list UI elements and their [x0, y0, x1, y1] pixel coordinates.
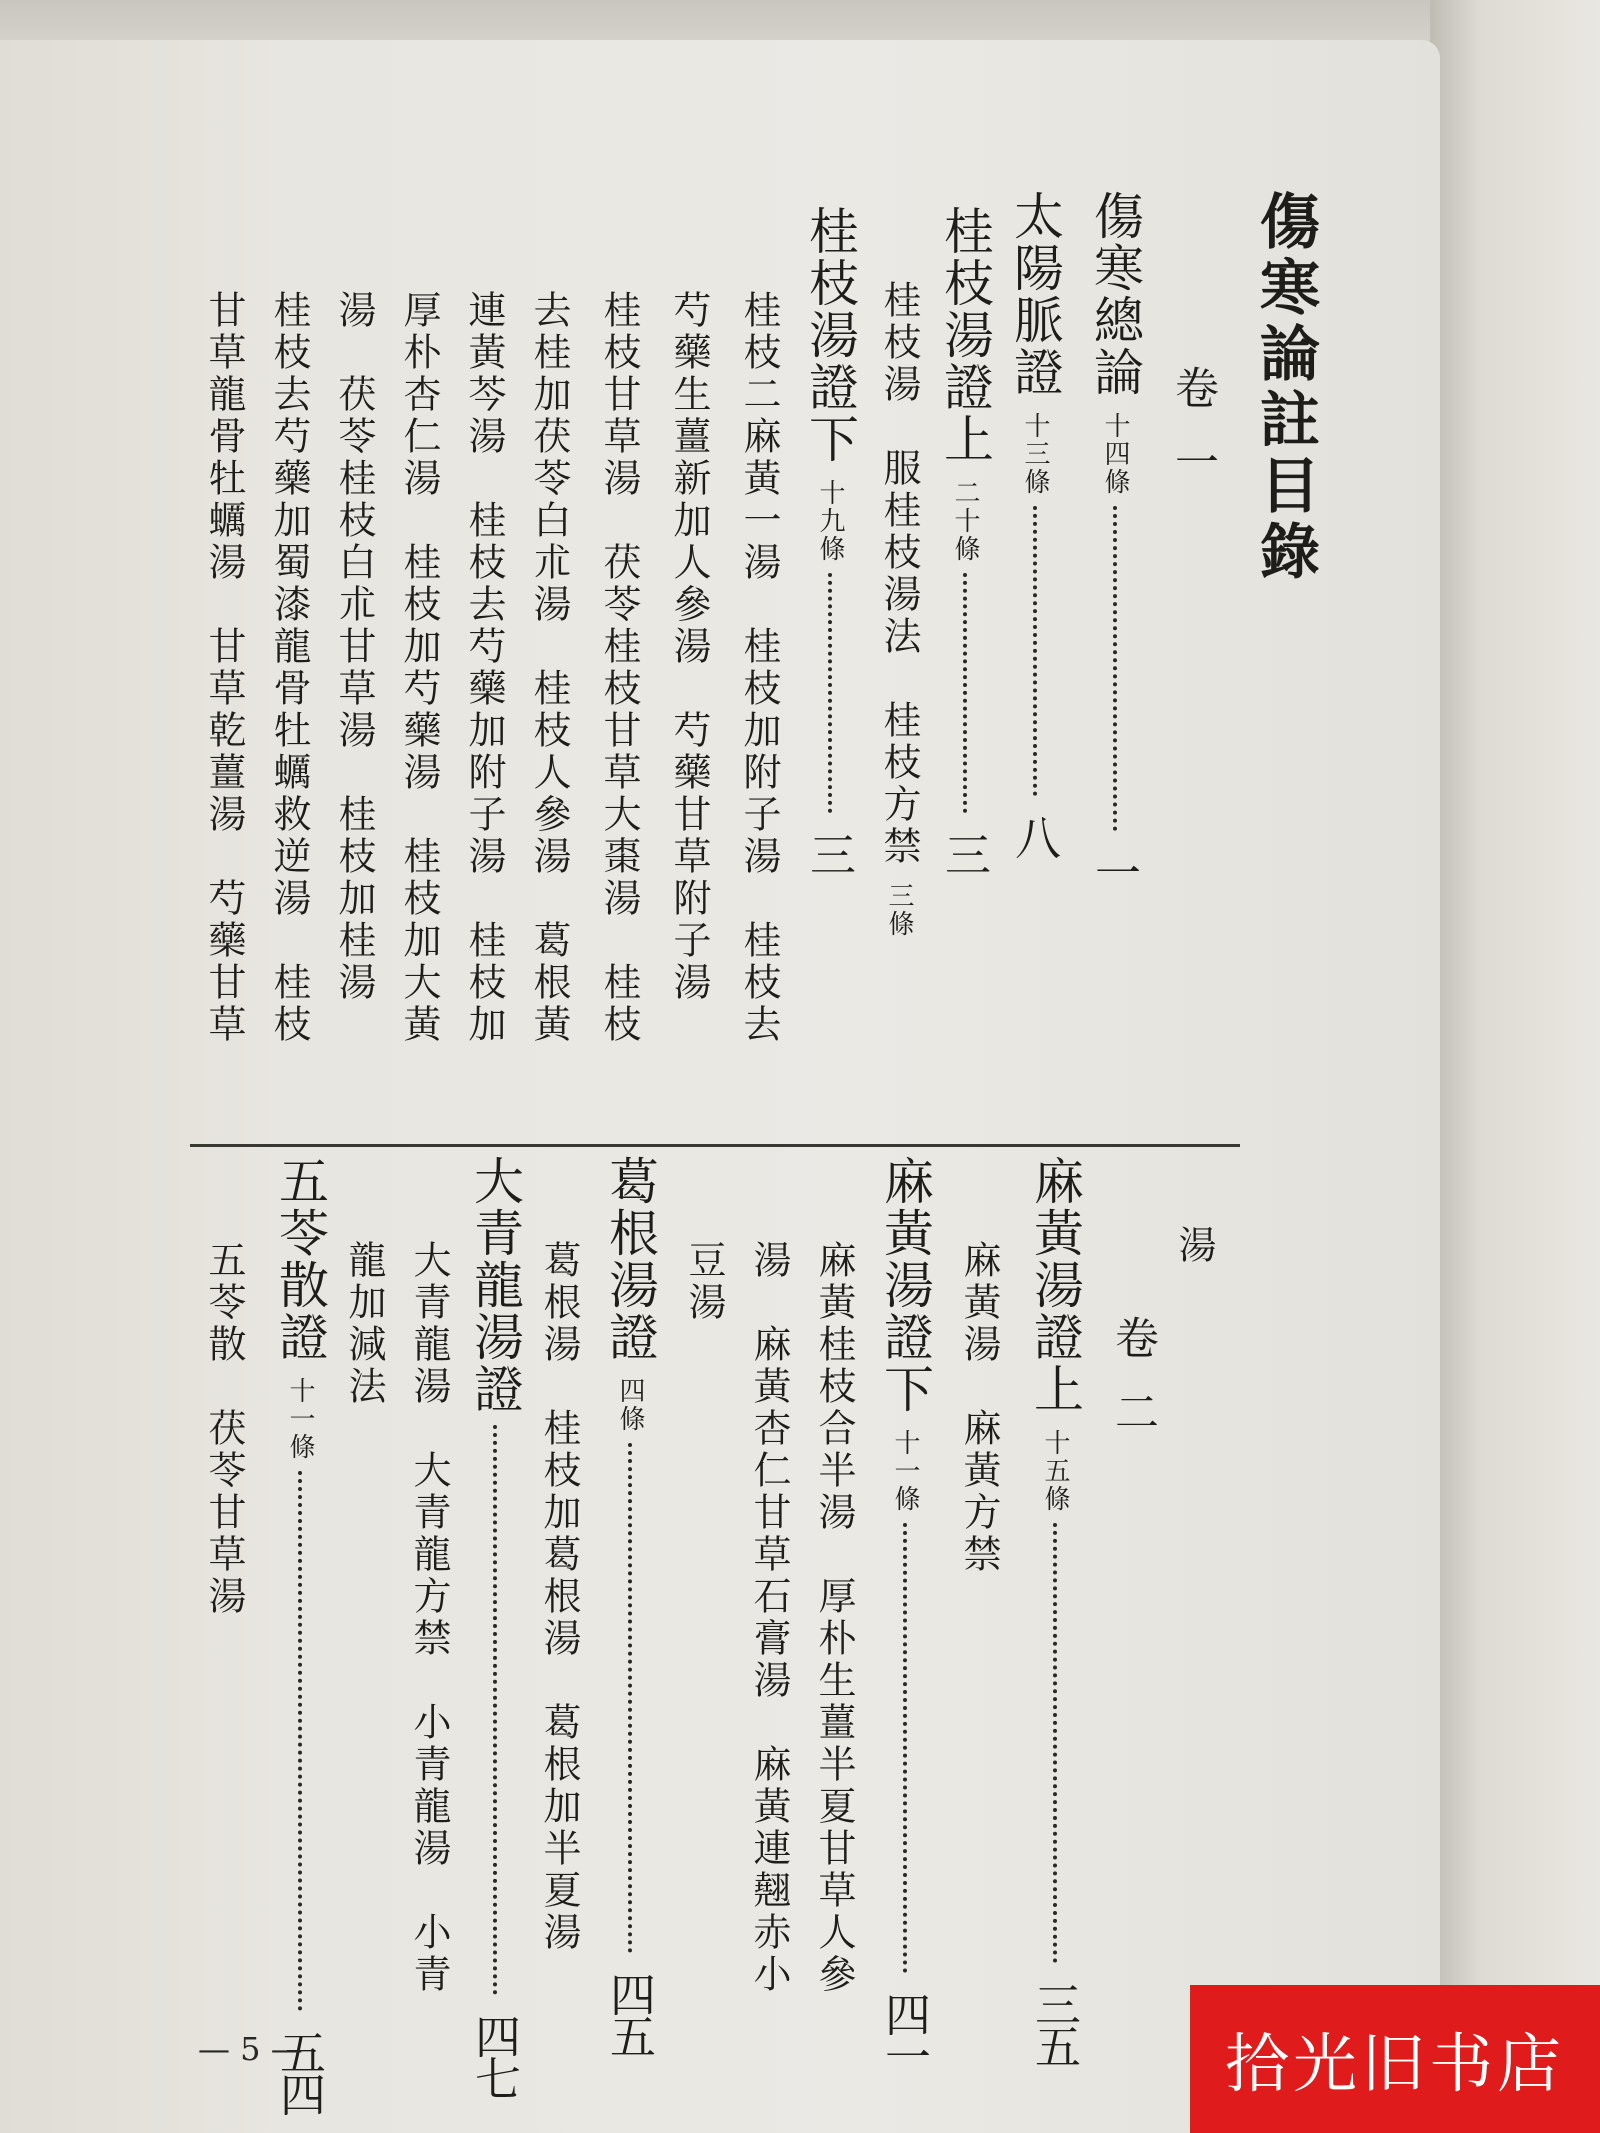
- toc-sub-items: 豆湯: [682, 1240, 726, 1324]
- leader-dots: [628, 1443, 632, 1953]
- page-title: 傷寒論註目錄: [1250, 190, 1320, 586]
- toc-sub-items: 桂枝二麻黃一湯 桂枝加附子湯 桂枝去: [737, 290, 781, 1046]
- leader-dots: [298, 1471, 302, 2011]
- page-ref: 三: [938, 831, 992, 873]
- volume-heading: 卷二: [1107, 1315, 1158, 1463]
- page-ref: 三: [803, 831, 857, 873]
- toc-sub-items: 麻黃湯 麻黃方禁: [957, 1240, 1001, 1576]
- shop-watermark-stamp: 拾光旧书店: [1190, 1985, 1600, 2133]
- toc-sub-items: 湯 茯苓桂枝白朮甘草湯 桂枝加桂湯: [332, 290, 376, 1004]
- toc-entry[interactable]: 桂枝湯證下十九條三: [801, 205, 859, 873]
- toc-sub-items: 厚朴杏仁湯 桂枝加芍藥湯 桂枝加大黃: [397, 290, 441, 1046]
- toc-sub-items: 桂枝甘草湯 茯苓桂枝甘草大棗湯 桂枝: [597, 290, 641, 1046]
- toc-entry[interactable]: 五苓散證十一條五四: [271, 1155, 329, 2113]
- page-ref: 五四: [273, 2029, 327, 2113]
- page-ref: 四七: [468, 2013, 522, 2097]
- toc-sub-items: 葛根湯 桂枝加葛根湯 葛根加半夏湯: [537, 1240, 581, 1954]
- toc-sub-items: 桂枝湯 服桂枝湯法 桂枝方禁三條: [877, 280, 921, 938]
- leader-dots: [903, 1523, 907, 1973]
- volume-heading: 卷一: [1167, 365, 1218, 513]
- toc-sub-items: 連黃芩湯 桂枝去芍藥加附子湯 桂枝加: [462, 290, 506, 1046]
- toc-sub-items: 五苓散 茯苓甘草湯: [202, 1240, 246, 1618]
- toc-sub-items: 甘草龍骨牡蠣湯 甘草乾薑湯 芍藥甘草: [202, 290, 246, 1046]
- leader-dots: [963, 573, 967, 813]
- page-ref: 三五: [1028, 1981, 1082, 2065]
- toc-entry[interactable]: 麻黃湯證上十五條三五: [1026, 1155, 1084, 2065]
- leader-dots: [1053, 1523, 1057, 1963]
- toc-sub-items: 去桂加茯苓白朮湯 桂枝人參湯 葛根黃: [527, 290, 571, 1046]
- toc-entry[interactable]: 桂枝湯證上二十條三: [936, 205, 994, 873]
- page-ref: 一: [1088, 849, 1142, 891]
- leader-dots: [1113, 506, 1117, 831]
- leader-dots: [1033, 506, 1037, 796]
- continued-text: 湯: [1172, 1225, 1216, 1267]
- toc-entry[interactable]: 大青龍湯證四七: [466, 1155, 524, 2097]
- toc-sub-items: 湯 麻黃杏仁甘草石膏湯 麻黃連翹赤小: [747, 1240, 791, 1996]
- leader-dots: [828, 573, 832, 813]
- toc-entry[interactable]: 傷寒總論十四條一: [1086, 190, 1144, 891]
- book-page: [0, 40, 1440, 2133]
- page-ref: 四五: [603, 1971, 657, 2055]
- toc-entry[interactable]: 麻黃湯證下十一條四一: [876, 1155, 934, 2075]
- section-divider: [190, 1144, 1240, 1147]
- leader-dots: [493, 1425, 497, 1995]
- toc-sub-items: 芍藥生薑新加人參湯 芍藥甘草附子湯: [667, 290, 711, 1004]
- toc-sub-items: 龍加減法: [342, 1240, 386, 1408]
- page-number: — 5 —: [198, 2030, 303, 2068]
- page-ref: 四一: [878, 1991, 932, 2075]
- page-ref: 八: [1008, 814, 1062, 856]
- toc-sub-items: 大青龍湯 大青龍方禁 小青龍湯 小青: [407, 1240, 451, 1996]
- toc-entry[interactable]: 太陽脈證十三條八: [1006, 190, 1064, 856]
- toc-sub-items: 桂枝去芍藥加蜀漆龍骨牡蠣救逆湯 桂枝: [267, 290, 311, 1046]
- toc-sub-items: 麻黃桂枝合半湯 厚朴生薑半夏甘草人參: [812, 1240, 856, 1996]
- facing-page-edge: [1430, 0, 1600, 2133]
- toc-entry[interactable]: 葛根湯證四條四五: [601, 1155, 659, 2055]
